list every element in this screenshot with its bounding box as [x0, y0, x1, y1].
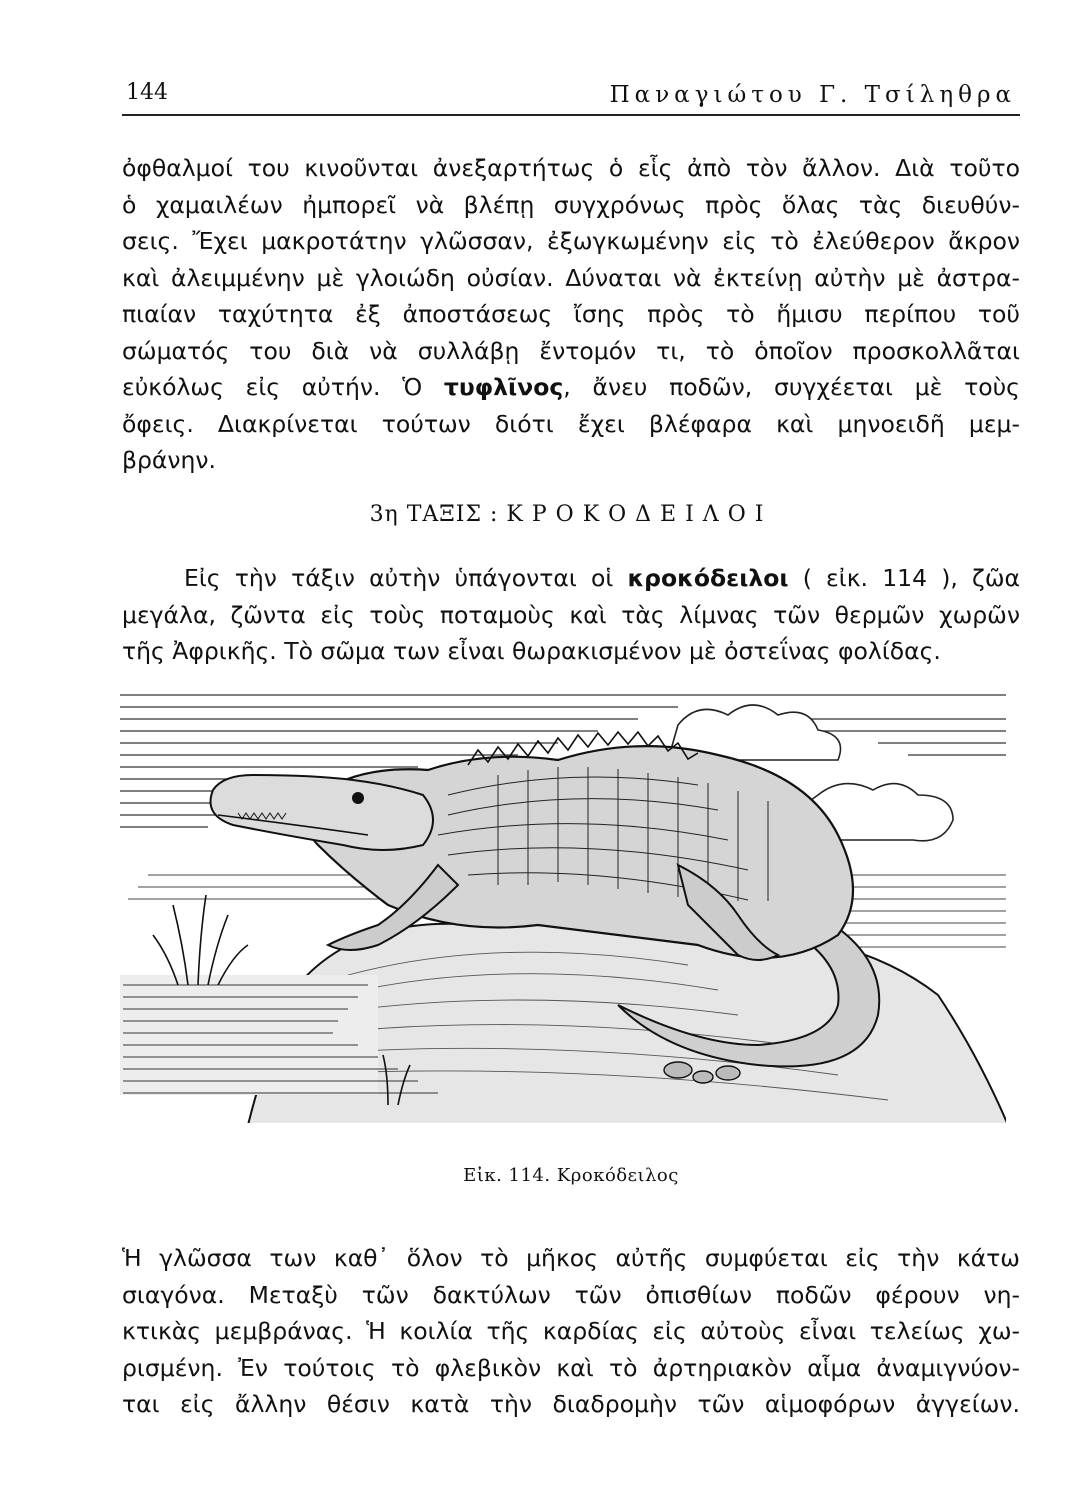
text-fragment: , ἄνευ ποδῶν, συγχέεται μὲ τοὺς: [563, 373, 1020, 401]
text-line: ρισμένη. Ἐν τούτοις τὸ φλεβικὸν καὶ τὸ ἀρτηριακὸν αἷμα ἀναμιγνύον-: [122, 1353, 1020, 1382]
paragraph-chameleon: [122, 150, 1020, 479]
crocodile-eye: [352, 792, 364, 804]
text-line: μεγάλα, ζῶντα εἰς τοὺς ποταμοὺς καὶ τὰς λίμνας τῶν θερμῶν χωρῶν: [122, 600, 1020, 629]
text-line: καὶ ἀλειμμένην μὲ γλοιώδη οὐσίαν. Δύναται νὰ ἐκτείνῃ αὐτὴν μὲ ἀστρα-: [122, 263, 1020, 292]
text-line: πιαίαν ταχύτητα ἐξ ἀποστάσεως ἴσης πρὸς τὸ ἥμισυ περίπου τοῦ: [122, 300, 1020, 328]
section-prefix: 3η ΤΑΞΙΣ :: [369, 502, 507, 527]
section-title: ΚΡΟΚΟΔΕΙΛΟΙ: [506, 502, 773, 527]
figure-caption: Εἰκ. 114. Κροκόδειλος: [463, 1165, 679, 1186]
running-head-author: Παναγιώτου Γ. Τσίληθρα: [609, 82, 1016, 108]
text-line: σιαγόνα. Μεταξὺ τῶν δακτύλων τῶν ὀπισθίων ποδῶν φέρουν νη-: [122, 1280, 1020, 1309]
paragraph-crocodiles: [122, 560, 1020, 670]
page-header: [122, 80, 1020, 116]
term-crocodiles: κροκόδειλοι: [627, 564, 789, 592]
paragraph-anatomy: [122, 1240, 1020, 1423]
text-fragment: Ὁ: [380, 373, 444, 401]
text-line: σεις. Ἔχει μακροτάτην γλῶσσαν, ἐξωγκωμένην εἰς τὸ ἐλεύθερον ἄκρον: [122, 227, 1020, 255]
text-line: τῆς Ἀφρικῆς. Τὸ σῶμα των εἶναι θωρακισμένον μὲ ὀστεΐνας φολίδας.: [122, 637, 941, 665]
text-line: ὀφθαλμοί του κινοῦνται ἀνεξαρτήτως ὁ εἷς ἀπὸ τὸν ἄλλον. Διὰ τοῦτο: [122, 154, 1020, 182]
text-line: ται εἰς ἄλλην θέσιν κατὰ τὴν διαδρομὴν τῶν αἱμοφόρων ἀγγείων.: [122, 1390, 1020, 1418]
text-line: ὄφεις. Διακρίνεται τούτων διότι ἔχει βλέφαρα καὶ μηνοειδῆ μεμ-: [122, 409, 1020, 438]
page-number: 144: [126, 80, 168, 105]
text-line: σώματός του διὰ νὰ συλλάβῃ ἔντομόν τι, τὸ ὁποῖον προσκολλᾶται: [122, 336, 1020, 365]
text-line: κτικὰς μεμβράνας. Ἡ κοιλία τῆς καρδίας εἰς αὐτοὺς εἶναι τελείως χω-: [122, 1317, 1020, 1345]
term-typhlinos: τυφλῖνος: [443, 373, 564, 401]
text-fragment: ( εἰκ. 114 ), ζῶα: [788, 564, 1020, 592]
text-line: ὁ χαμαιλέων ἠμπορεῖ νὰ βλέπῃ συγχρόνως πρὸς ὅλας τὰς διευθύν-: [122, 190, 1020, 219]
crocodile-illustration: [118, 685, 1008, 1125]
section-heading: [122, 502, 1020, 527]
text-fragment: Εἰς τὴν τάξιν αὐτὴν ὑπάγονται οἱ: [184, 564, 628, 592]
text-line: [122, 560, 1020, 597]
text-line: [122, 369, 1020, 406]
text-fragment: εὐκόλως εἰς αὐτήν.: [122, 373, 381, 401]
text-line: Ἡ γλῶσσα των καθ᾿ ὅλον τὸ μῆκος αὐτῆς συμφύεται εἰς τὴν κάτω: [122, 1244, 1020, 1272]
text-line: βράνην.: [122, 446, 217, 474]
